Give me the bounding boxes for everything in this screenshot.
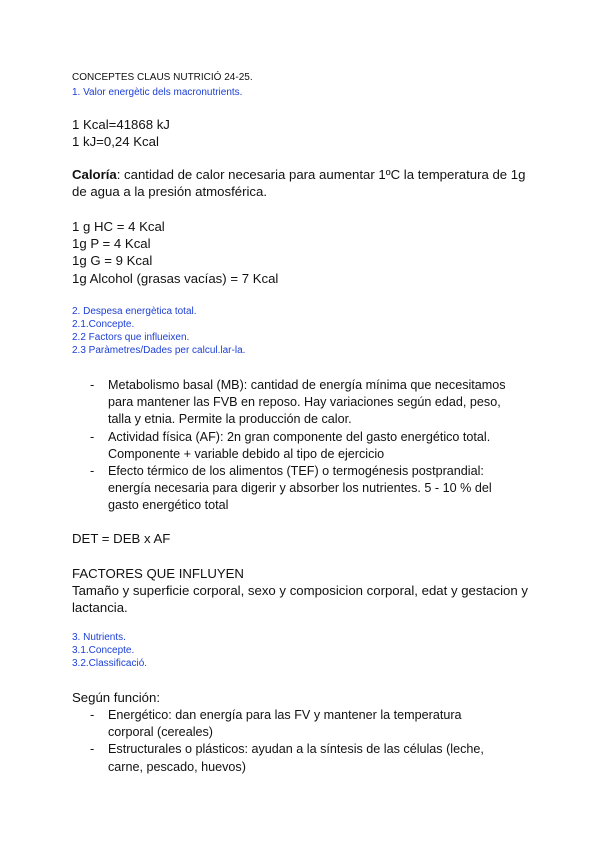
energy-value: 1g Alcohol (grasas vacías) = 7 Kcal <box>72 270 279 286</box>
list-item: - Energético: dan energía para las FV y mantener la temperatura corporal (cereales) <box>90 708 462 740</box>
section-heading: 2.3 Paràmetres/Dades per calcul.lar-la. <box>72 345 246 356</box>
section-heading: 3. Nutrients. <box>72 632 126 643</box>
section-heading: 2.2 Factors que influeixen. <box>72 332 190 343</box>
section-2-headings <box>72 305 542 357</box>
factores-title: FACTORES QUE INFLUYEN <box>72 566 244 581</box>
energy-value: 1g G = 9 Kcal <box>72 253 153 269</box>
funcion-list <box>72 707 572 776</box>
factores-text: Tamaño y superficie corporal, sexo y composicion corporal, edat y gestacion y <box>72 583 528 599</box>
conversion-kj-kcal: 1 kJ=0,24 Kcal <box>72 134 159 150</box>
list-item: - Actividad física (AF): 2n gran componente del gasto energético total. Componente + variable debido al tipo de ejercicio <box>90 429 491 461</box>
list-item: - Efecto térmico de los alimentos (TEF) o termogénesis postprandial: energía necesaria para digerir y absorber los nutrientes. 5 - 10 % del gasto energético total <box>90 464 492 513</box>
energy-values-list <box>72 218 542 287</box>
section-1-heading: 1. Valor energètic dels macronutrients. <box>72 87 243 98</box>
section-heading: 3.1.Concepte. <box>72 645 135 656</box>
list-item: - Estructurales o plásticos: ayudan a la síntesis de las células (leche, carne, pescado, huevos) <box>90 742 484 774</box>
section-heading: 2. Despesa energètica total. <box>72 306 197 317</box>
doc-title: CONCEPTES CLAUS NUTRICIÓ 24-25. <box>72 72 253 83</box>
conversion-block <box>72 116 542 150</box>
det-components-list <box>72 377 572 515</box>
section-heading: 3.2.Classificació. <box>72 658 148 669</box>
energy-value: 1g P = 4 Kcal <box>72 236 151 252</box>
energy-value: 1 g HC = 4 Kcal <box>72 219 165 234</box>
conversion-kcal-kj: 1 Kcal=41868 kJ <box>72 117 170 132</box>
funcion-title: Según función: <box>72 690 160 705</box>
caloria-term: Caloría <box>72 167 117 182</box>
list-item: - Metabolismo basal (MB): cantidad de energía mínima que necesitamos para mantener las FVB en reposo. Hay variaciones según edad, peso, talla y etnia. Permite la producción de calor. <box>90 378 506 427</box>
det-formula: DET = DEB x AF <box>72 531 171 546</box>
caloria-text-2: de agua a la presión atmosférica. <box>72 184 267 200</box>
section-heading: 2.1.Concepte. <box>72 319 135 330</box>
factores-block <box>72 565 542 617</box>
factores-text-2: lactancia. <box>72 600 128 616</box>
section-3-headings <box>72 631 542 670</box>
caloria-definition <box>72 166 542 200</box>
caloria-text: : cantidad de calor necesaria para aumentar 1ºC la temperatura de 1g <box>116 167 526 182</box>
